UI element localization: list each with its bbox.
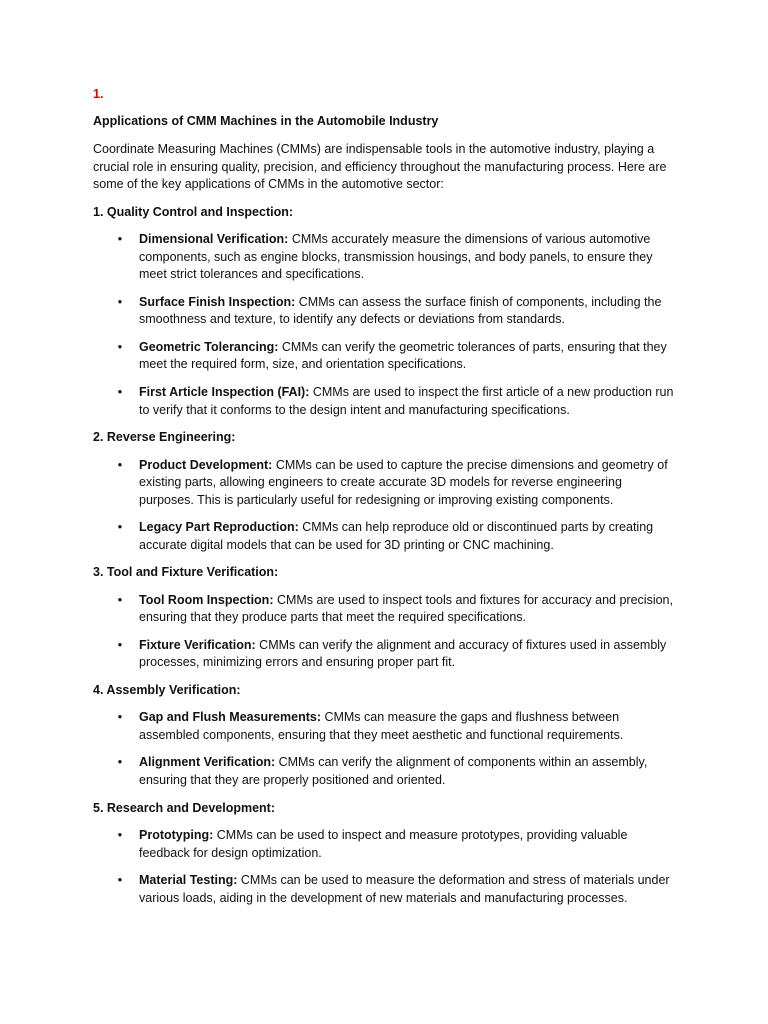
list-item: [93, 754, 678, 789]
bullet-text: CMMs can help reproduce old or discontinued parts by creating accurate digital models that can be used for 3D printing or CNC machining.: [139, 520, 654, 552]
list-item: [93, 519, 678, 554]
bullet-icon: •: [117, 520, 123, 535]
list-item: [93, 709, 678, 744]
number-marker: 1.: [93, 87, 104, 101]
section-heading: 3. Tool and Fixture Verification:: [93, 565, 279, 580]
bullet-list: [93, 827, 678, 907]
bullet-icon: •: [117, 755, 123, 770]
bullet-text: CMMs can verify the alignment of components within an assembly, ensuring that they are properly positioned and oriented.: [139, 755, 648, 788]
list-item: [93, 827, 678, 862]
list-item: [93, 872, 678, 907]
bullet-term: Tool Room Inspection:: [139, 592, 274, 607]
section-heading: 2. Reverse Engineering:: [93, 430, 236, 445]
list-item: [93, 384, 678, 419]
bullet-text: CMMs can be used to inspect and measure prototypes, providing valuable feedback for design optimization.: [139, 828, 628, 860]
document-title: Applications of CMM Machines in the Automobile Industry: [93, 114, 439, 129]
bullet-icon: •: [117, 873, 123, 888]
bullet-term: Material Testing:: [139, 873, 238, 888]
bullet-term: First Article Inspection (FAI):: [139, 384, 310, 399]
list-item: [93, 339, 678, 374]
bullet-icon: •: [117, 457, 123, 472]
list-item: [93, 294, 678, 329]
bullet-icon: •: [117, 637, 123, 652]
bullet-list: [93, 457, 678, 555]
list-item: [93, 592, 678, 627]
list-item: [93, 457, 678, 510]
bullet-term: Legacy Part Reproduction:: [139, 520, 299, 535]
bullet-text: CMMs can verify the geometric tolerances of parts, ensuring that they meet the required form, size, and orientation specifications.: [139, 339, 667, 372]
bullet-list: [93, 231, 678, 419]
bullet-term: Prototyping:: [139, 828, 214, 843]
bullet-icon: •: [117, 828, 123, 843]
bullet-text: CMMs can be used to capture the precise dimensions and geometry of existing parts, allowing engineers to create accurate 3D models for reverse engineering purposes. This is particularly useful for redesigning or improving existing components.: [139, 457, 668, 507]
bullet-text: CMMs can be used to measure the deformation and stress of materials under various loads, aiding in the development of new materials and manufacturing processes.: [139, 873, 670, 905]
bullet-text: CMMs accurately measure the dimensions of various automotive components, such as engine blocks, transmission housings, and body panels, to ensure they meet strict tolerances and specifications.: [139, 232, 653, 282]
bullet-term: Gap and Flush Measurements:: [139, 710, 321, 725]
bullet-term: Surface Finish Inspection:: [139, 294, 296, 309]
list-item: [93, 637, 678, 672]
bullet-text: CMMs can measure the gaps and flushness between assembled components, ensuring that they meet aesthetic and functional requirements.: [139, 710, 624, 742]
bullet-list: [93, 592, 678, 672]
document-page: [93, 86, 678, 917]
bullet-text: CMMs are used to inspect the first article of a new production run to verify that it conforms to the design intent and manufacturing specifications.: [139, 384, 674, 417]
bullet-list: [93, 709, 678, 789]
bullet-icon: •: [117, 384, 123, 399]
bullet-term: Dimensional Verification:: [139, 232, 289, 247]
bullet-icon: •: [117, 710, 123, 725]
list-item: [93, 231, 678, 284]
bullet-term: Product Development:: [139, 457, 273, 472]
bullet-term: Alignment Verification:: [139, 755, 276, 770]
section-heading: 5. Research and Development:: [93, 800, 276, 815]
bullet-term: Fixture Verification:: [139, 637, 256, 652]
intro-paragraph: Coordinate Measuring Machines (CMMs) are indispensable tools in the automotive industry, playing a crucial role in ensuring quality, precision, and efficiency throughout the manufacturing process. Here are some of the key applications of CMMs in the automotive sector:: [93, 141, 667, 192]
bullet-icon: •: [117, 232, 123, 247]
bullet-icon: •: [117, 339, 123, 354]
bullet-text: CMMs are used to inspect tools and fixtures for accuracy and precision, ensuring that they produce parts that meet the required specifications.: [139, 592, 673, 625]
bullet-text: CMMs can assess the surface finish of components, including the smoothness and texture, to identify any defects or deviations from standards.: [139, 294, 662, 327]
section-heading: 1. Quality Control and Inspection:: [93, 204, 294, 219]
bullet-icon: •: [117, 592, 123, 607]
sections-container: [93, 204, 678, 908]
section-heading: 4. Assembly Verification:: [93, 682, 241, 697]
bullet-term: Geometric Tolerancing:: [139, 339, 279, 354]
bullet-text: CMMs can verify the alignment and accuracy of fixtures used in assembly processes, minimizing errors and ensuring proper part fit.: [139, 637, 667, 670]
bullet-icon: •: [117, 294, 123, 309]
